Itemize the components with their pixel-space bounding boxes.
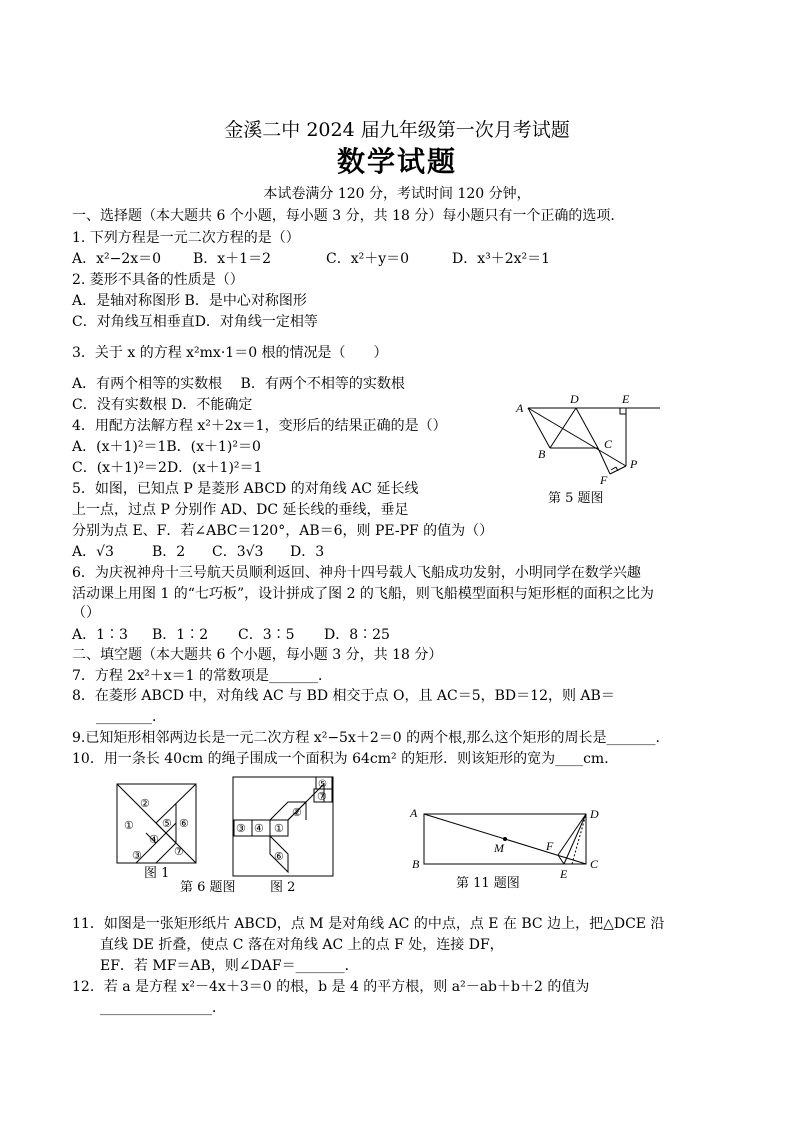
q5-figure-caption: 第 5 题图 (548, 491, 604, 506)
q5-label-b: B (538, 447, 546, 461)
q11-label-a: A (410, 806, 418, 820)
q11-line3: EF．若 MF＝AB，则∠DAF＝_______． (100, 958, 359, 974)
section2-heading: 二、填空题（本大题共 6 个小题，每小题 3 分，共 18 分） (72, 647, 443, 663)
q11-line1: 11．如图是一张矩形纸片 ABCD，点 M 是对角线 AC 的中点，点 E 在 BC 边上，把△DCE 沿 (72, 916, 665, 932)
q4-stem: 4．用配方法解方程 x²＋2x＝1，变形后的结果正确的是（） (72, 418, 447, 434)
q1-option-a: A．x²−2x＝0 (72, 251, 162, 267)
q5-line2: 上一点，过点 P 分别作 AD、DC 延长线的垂线，垂足 (72, 502, 409, 518)
tangram-piece-7: ⑦ (174, 846, 184, 858)
q12-line2: ________________． (100, 1000, 226, 1016)
q6-figure1-tangram (116, 783, 198, 865)
q3-options-line1: A．有两个相等的实数根 B．有两个不相等的实数根 (72, 376, 405, 392)
q11-label-e: E (560, 867, 568, 881)
q6-line1: 6．为庆祝神舟十三号航天员顺利返回、神舟十四号载人飞船成功发射，小明同学在数学兴趣 (72, 565, 641, 581)
spaceship-piece-4: ④ (254, 823, 264, 835)
spaceship-piece-5: ⑤ (318, 779, 327, 790)
q2-options-line2: C．对角线互相垂直D．对角线一定相等 (72, 314, 318, 330)
tangram-piece-2: ② (140, 798, 150, 810)
spaceship-piece-2: ② (292, 807, 302, 819)
q5-figure (508, 388, 668, 488)
q5-label-p: P (630, 457, 638, 471)
q9-text: 9.已知矩形相邻两边长是一元二次方程 x²−5x＋2＝0 的两个根,那么这个矩形的周长是_______. (72, 730, 661, 746)
q11-figure (406, 800, 610, 882)
q6-option-b: B．1∶2 (152, 627, 209, 643)
spaceship-piece-6: ⑥ (274, 851, 284, 863)
section1-heading: 一、选择题（本大题共 6 个小题，每小题 3 分，共 18 分）每小题只有一个正确的选项. (72, 208, 615, 224)
spaceship-piece-1: ① (274, 823, 284, 835)
q8-line1: 8．在菱形 ABCD 中，对角线 AC 与 BD 相交于点 O，且 AC＝5，BD＝12，则 AB＝ (72, 688, 615, 704)
q11-label-b: B (412, 857, 420, 871)
q4-options-line1: A．(x＋1)²＝1B．(x＋1)²＝0 (72, 439, 261, 455)
q5-option-b: B．2 (152, 544, 186, 560)
tangram-piece-1: ① (124, 820, 134, 832)
q6-fig1-caption: 图 1 (144, 866, 170, 881)
q5-line1: 5．如图，已知点 P 是菱形 ABCD 的对角线 AC 延长线 (72, 481, 419, 497)
spaceship-piece-3: ③ (236, 823, 246, 835)
tangram-piece-6: ⑥ (179, 818, 189, 830)
q4-options-line2: C．(x＋1)²＝2D．(x＋1)²＝1 (72, 460, 263, 476)
q1-option-c: C．x²＋y＝0 (326, 251, 410, 267)
q2-options-line1: A．是轴对称图形 B．是中心对称图形 (72, 293, 307, 309)
q5-label-d: D (570, 392, 579, 406)
school-title: 金溪二中 2024 届九年级第一次月考试题 (224, 119, 570, 141)
q6-fig2-caption: 图 2 (270, 880, 296, 895)
q6-option-a: A．1∶3 (72, 627, 128, 643)
q11-line2: 直线 DE 折叠，使点 C 落在对角线 AC 上的点 F 处，连接 DF， (100, 937, 504, 953)
q6-line3: （） (72, 605, 100, 621)
q5-option-a: A．√3 (72, 544, 114, 560)
q2-stem: 2. 菱形不具备的性质是（） (72, 272, 244, 288)
q5-option-d: D．3 (290, 544, 325, 560)
q1-stem: 1. 下列方程是一元二次方程的是（） (72, 230, 300, 246)
q6-option-c: C．3∶5 (238, 627, 295, 643)
q5-label-f: F (600, 473, 608, 487)
tangram-piece-4: ④ (149, 834, 159, 846)
q1-option-d: D．x³＋2x²＝1 (452, 251, 551, 267)
q5-label-e: E (622, 392, 630, 406)
q11-label-c: C (590, 857, 599, 871)
q12-line1: 12．若 a 是方程 x²－4x＋3＝0 的根，b 是 4 的平方根，则 a²－ab＋b＋2 的值为 (72, 979, 590, 995)
q11-figure-caption: 第 11 题图 (456, 876, 520, 891)
q11-label-m: M (494, 841, 504, 855)
q5-line3: 分别为点 E、F．若∠ABC＝120°，AB＝6，则 PE-PF 的值为（） (72, 523, 494, 539)
q6-line2: 活动课上用图 1 的“七巧板”，设计拼成了图 2 的飞船，则飞船模型面积与矩形框的面积之比为 (72, 586, 654, 602)
q11-label-f: F (546, 839, 554, 853)
exam-info: 本试卷满分 120 分，考试时间 120 分钟， (263, 186, 531, 202)
tangram-piece-5: ⑤ (162, 818, 172, 830)
q6-figure-caption: 第 6 题图 (180, 880, 236, 895)
subject-title: 数学试题 (336, 145, 457, 178)
q8-line2: ________． (96, 709, 166, 725)
q11-label-d: D (590, 807, 599, 821)
q10-text: 10．用一条长 40cm 的绳子围成一个面积为 64cm² 的矩形．则该矩形的宽为____cm． (72, 751, 619, 767)
spaceship-piece-7: ⑦ (317, 791, 327, 803)
q7-text: 7．方程 2x²＋x＝1 的常数项是_______． (72, 668, 333, 684)
q6-figure2-spaceship (232, 776, 336, 878)
q3-stem: 3．关于 x 的方程 x²mx·1＝0 根的情况是（ ） (72, 345, 388, 361)
q6-option-d: D．8∶25 (324, 627, 390, 643)
q5-option-c: C．3√3 (212, 544, 264, 560)
q1-option-b: B．x＋1＝2 (193, 251, 271, 267)
q3-options-line2: C．没有实数根 D．不能确定 (72, 397, 253, 413)
q5-label-c: C (604, 437, 613, 451)
tangram-piece-3: ③ (132, 850, 142, 862)
q5-label-a: A (516, 401, 524, 415)
